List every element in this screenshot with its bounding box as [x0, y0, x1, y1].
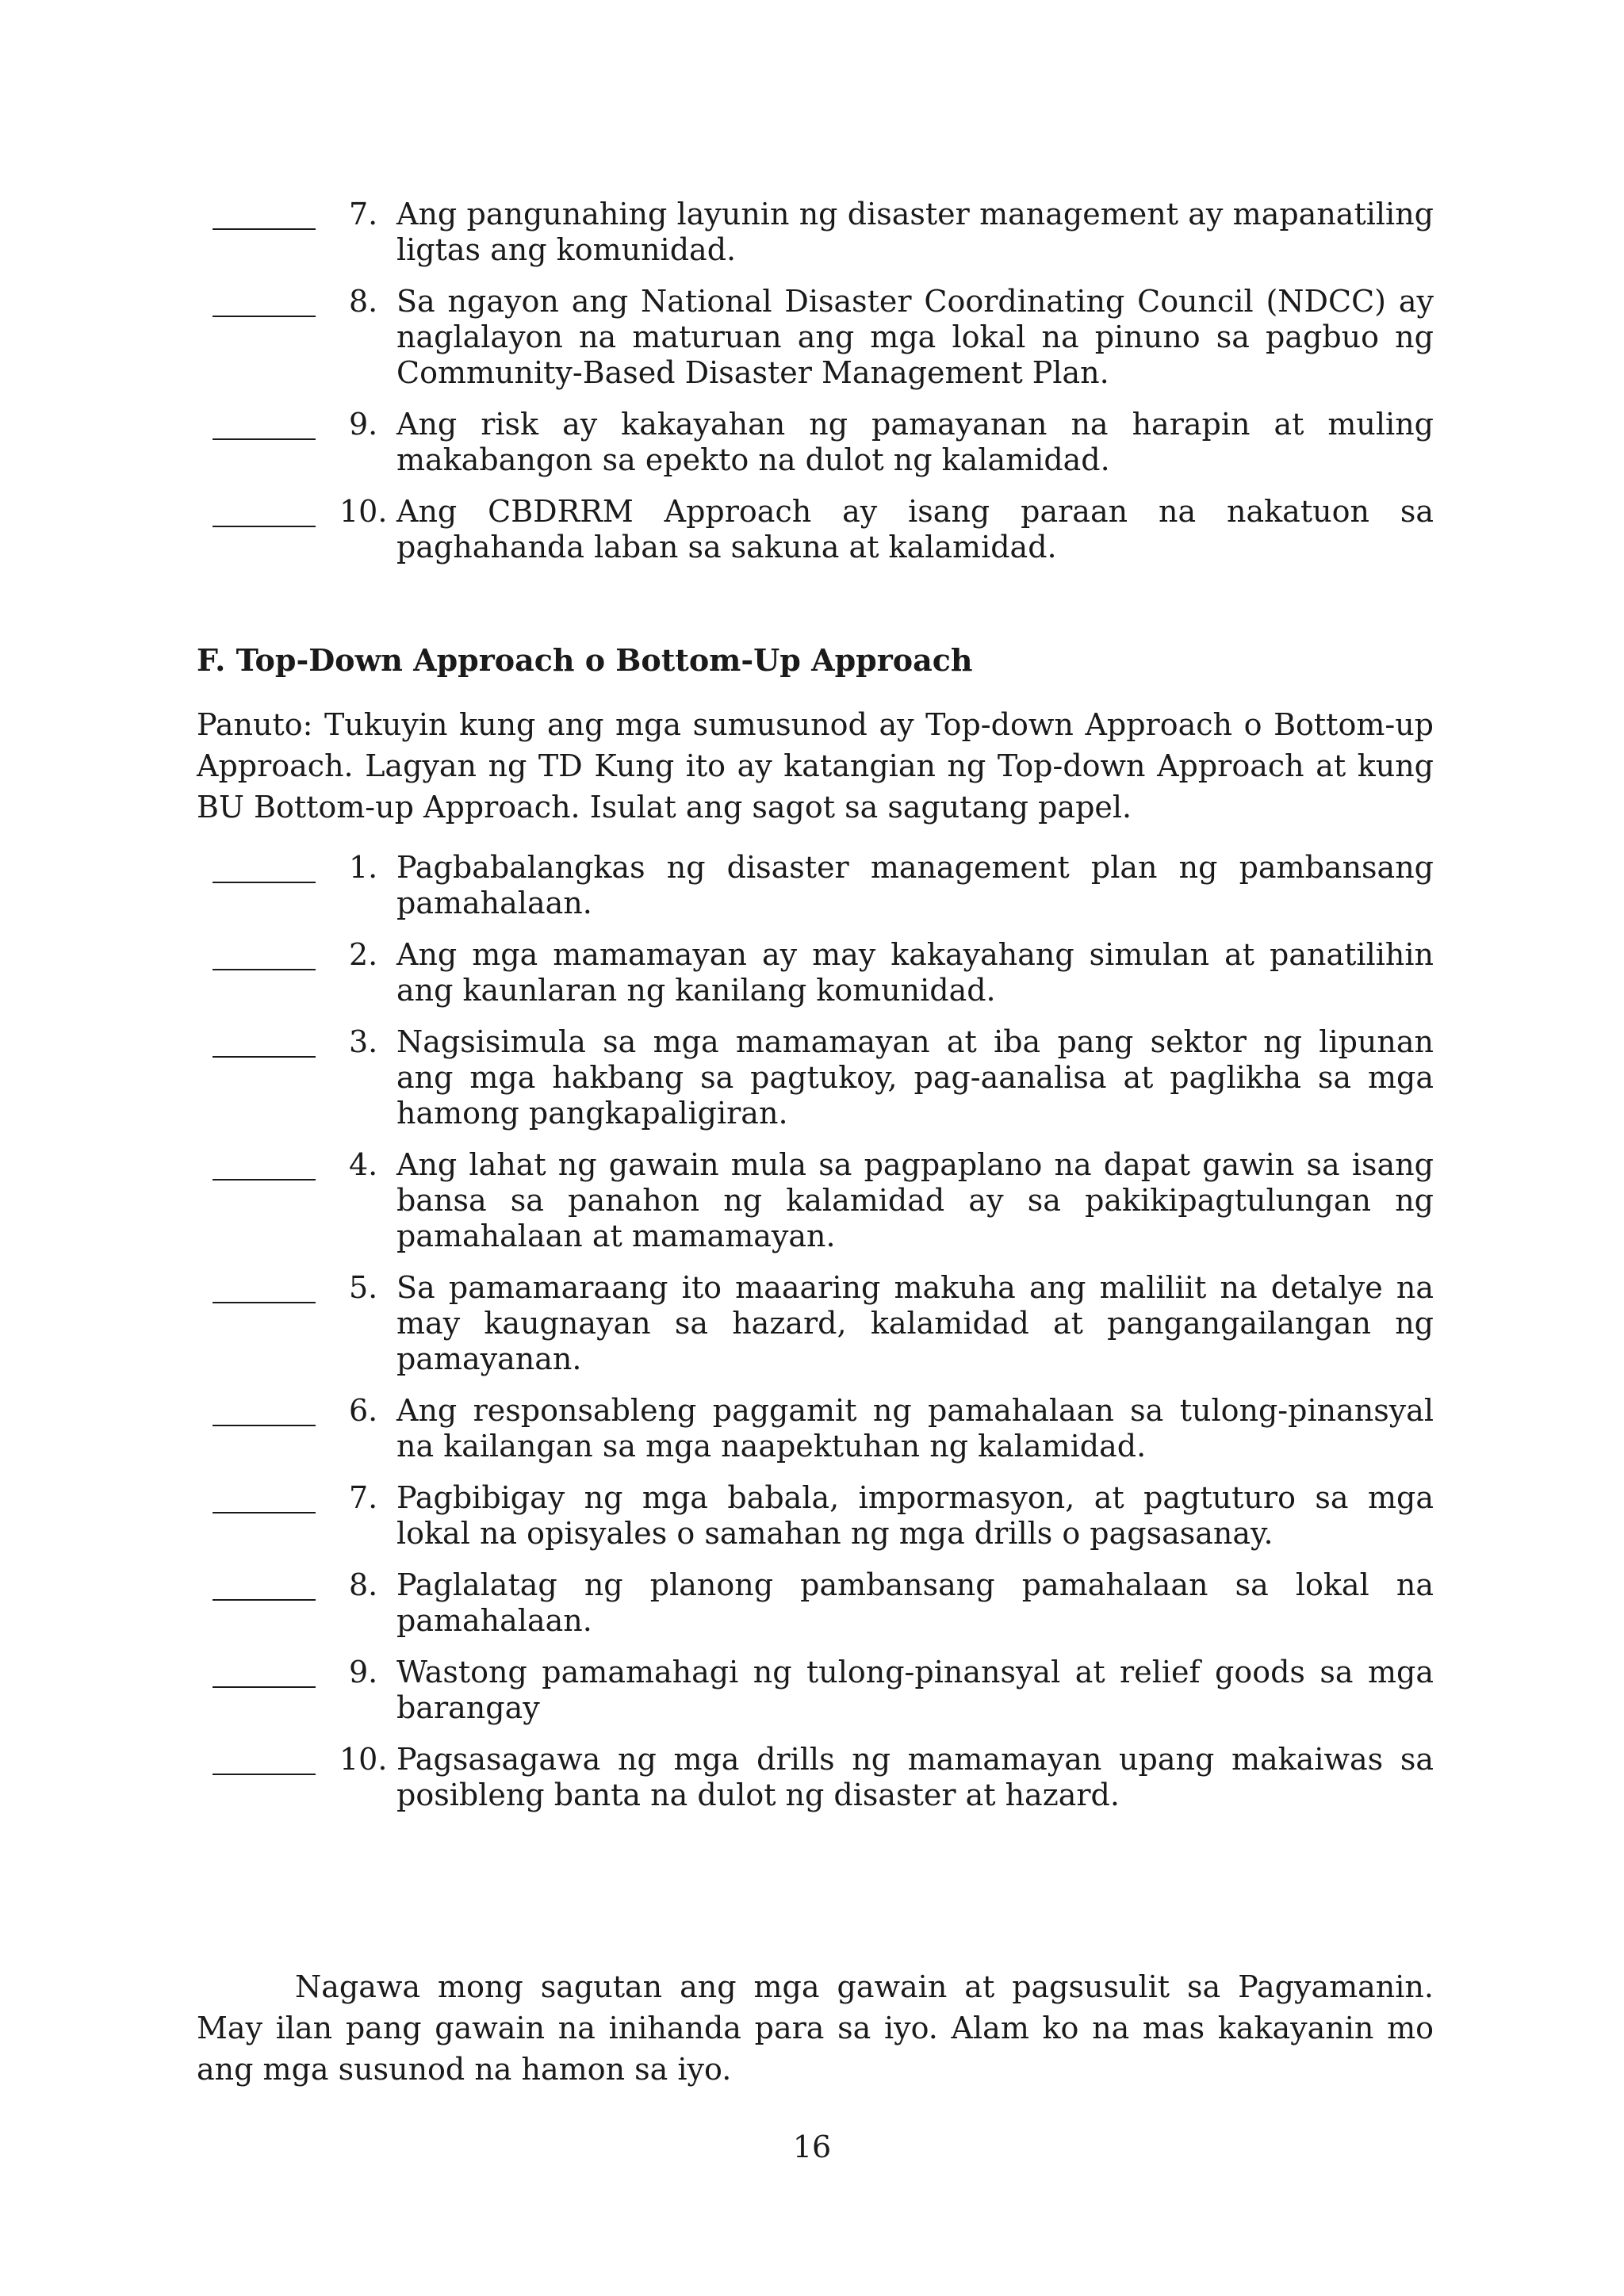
item-number: 5.	[349, 1270, 378, 1305]
list-item	[197, 1480, 1434, 1552]
answer-blank[interactable]	[213, 882, 316, 883]
closing-section	[197, 1966, 1434, 2090]
item-number: 4.	[349, 1147, 378, 1182]
list-item	[197, 937, 1434, 1008]
answer-blank[interactable]	[213, 1774, 316, 1775]
item-number: 3.	[349, 1024, 378, 1059]
answer-blank[interactable]	[213, 1599, 316, 1601]
list-item	[197, 494, 1434, 565]
item-text: Sa ngayon ang National Disaster Coordinating Council (NDCC) ay naglalayon na maturuan ang mga lokal na pinuno sa pagbuo ng Community-Based Disaster Management Plan.	[396, 284, 1434, 390]
item-text: Ang pangunahing layunin ng disaster management ay mapanatiling ligtas ang komunidad.	[396, 197, 1434, 267]
item-number: 9.	[349, 1655, 378, 1689]
list-item	[197, 1147, 1434, 1254]
answer-blank[interactable]	[213, 438, 316, 440]
item-text: Ang risk ay kakayahan ng pamayanan na harapin at muling makabangon sa epekto na dulot ng kalamidad.	[396, 407, 1434, 477]
answer-blank[interactable]	[213, 316, 316, 317]
list-item	[197, 1742, 1434, 1813]
list-item	[197, 1270, 1434, 1377]
item-number: 10.	[339, 1742, 388, 1777]
list-item	[197, 850, 1434, 921]
list-item	[197, 1024, 1434, 1131]
closing-paragraph: Nagawa mong sagutan ang mga gawain at pagsusulit sa Pagyamanin. May ilan pang gawain na inihanda para sa iyo. Alam ko na mas kakayanin mo ang mga susunod na hamon sa iyo.	[197, 1969, 1434, 2087]
answer-blank[interactable]	[213, 1686, 316, 1688]
page-number: 16	[792, 2130, 832, 2164]
item-number: 1.	[349, 850, 378, 885]
item-text: Ang mga mamamayan ay may kakayahang simulan at panatilihin ang kaunlaran ng kanilang komunidad.	[396, 937, 1434, 1008]
item-text: Paglalatag ng planong pambansang pamahalaan sa lokal na pamahalaan.	[396, 1567, 1434, 1638]
list-item	[197, 1567, 1434, 1639]
list-item	[197, 407, 1434, 478]
item-number: 2.	[349, 937, 378, 972]
item-number: 6.	[349, 1393, 378, 1428]
item-text: Pagbibigay ng mga babala, impormasyon, at pagtuturo sa mga lokal na opisyales o samahan ng mga drills o pagsasanay.	[396, 1480, 1434, 1551]
answer-blank[interactable]	[213, 1512, 316, 1513]
item-number: 9.	[349, 407, 378, 442]
answer-blank[interactable]	[213, 969, 316, 970]
list-item	[197, 1393, 1434, 1464]
item-number: 8.	[349, 1567, 378, 1602]
item-text: Nagsisimula sa mga mamamayan at iba pang sektor ng lipunan ang mga hakbang sa pagtukoy, pag-aanalisa at paglikha sa mga hamong pangkapaligiran.	[396, 1024, 1434, 1131]
answer-blank[interactable]	[213, 1056, 316, 1058]
list-item	[197, 197, 1434, 268]
item-text: Sa pamamaraang ito maaaring makuha ang maliliit na detalye na may kaugnayan sa hazard, kalamidad at pangangailangan ng pamayanan.	[396, 1270, 1434, 1376]
list-item	[197, 1655, 1434, 1726]
section-e-continued	[197, 197, 1434, 581]
section-f-list-container	[197, 850, 1434, 1829]
item-number: 10.	[339, 494, 388, 529]
list-item	[197, 284, 1434, 391]
item-text: Wastong pamamahagi ng tulong-pinansyal at relief goods sa mga barangay	[396, 1655, 1434, 1725]
section-f-header	[197, 642, 1434, 678]
item-text: Ang lahat ng gawain mula sa pagpaplano na dapat gawin sa isang bansa sa panahon ng kalamidad ay sa pakikipagtulungan ng pamahalaan at mamamayan.	[396, 1147, 1434, 1253]
item-text: Pagsasagawa ng mga drills ng mamamayan upang makaiwas sa posibleng banta na dulot ng disaster at hazard.	[396, 1742, 1434, 1812]
answer-blank[interactable]	[213, 1302, 316, 1303]
answer-blank[interactable]	[213, 526, 316, 527]
section-heading: F. Top-Down Approach o Bottom-Up Approach	[197, 642, 973, 678]
item-text: Ang responsableng paggamit ng pamahalaan sa tulong-pinansyal na kailangan sa mga naapektuhan ng kalamidad.	[396, 1393, 1434, 1464]
item-number: 8.	[349, 284, 378, 319]
instructions-text: Panuto: Tukuyin kung ang mga sumusunod ay Top-down Approach o Bottom-up Approach. Lagyan ng TD Kung ito ay katangian ng Top-down Approach at kung BU Bottom-up Approach. Isulat ang sagot sa sagutang papel.	[197, 707, 1434, 825]
item-number: 7.	[349, 197, 378, 232]
answer-blank[interactable]	[213, 1179, 316, 1181]
answer-blank[interactable]	[213, 228, 316, 230]
item-text: Ang CBDRRM Approach ay isang paraan na nakatuon sa paghahanda laban sa sakuna at kalamidad.	[396, 494, 1434, 564]
true-false-list	[197, 197, 1434, 565]
item-text: Pagbabalangkas ng disaster management plan ng pambansang pamahalaan.	[396, 850, 1434, 920]
approach-list	[197, 850, 1434, 1813]
answer-blank[interactable]	[213, 1425, 316, 1426]
item-number: 7.	[349, 1480, 378, 1515]
section-f-instructions	[197, 704, 1434, 828]
